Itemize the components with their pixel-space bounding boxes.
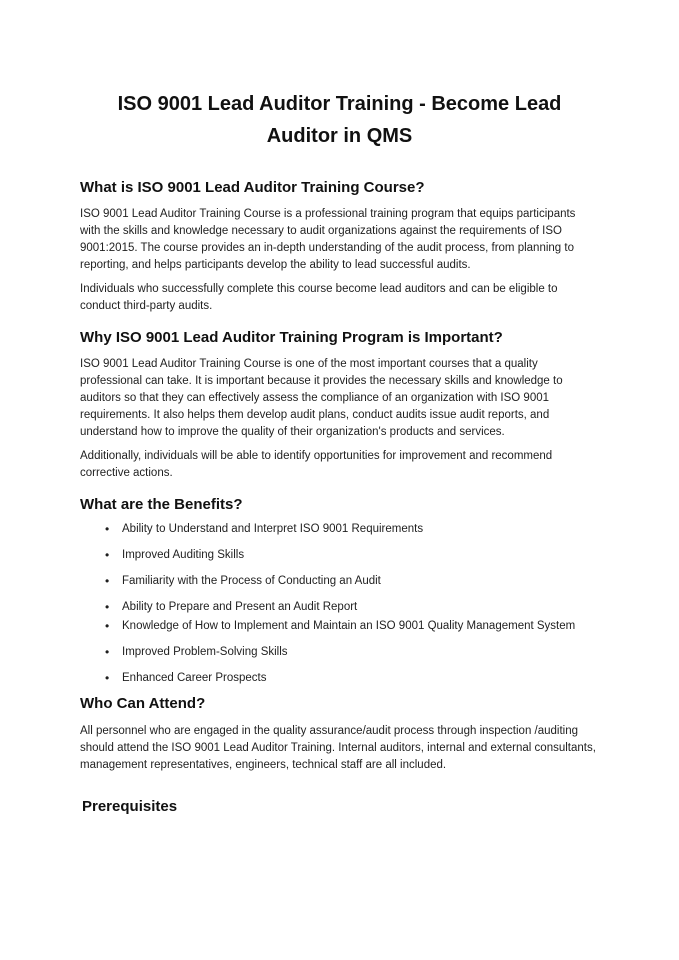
document-title	[80, 88, 599, 152]
benefit-text: Improved Auditing Skills	[122, 549, 245, 561]
list-item	[105, 547, 599, 564]
bullet-icon: •	[105, 645, 110, 659]
bullet-icon: •	[105, 671, 110, 685]
list-item	[105, 573, 599, 590]
section-heading-why: Why ISO 9001 Lead Auditor Training Program is Important?	[80, 329, 503, 346]
section-heading-who: Who Can Attend?	[80, 695, 206, 712]
benefits-list	[80, 521, 599, 687]
benefit-text: Enhanced Career Prospects	[122, 672, 267, 684]
benefit-text: Ability to Understand and Interpret ISO 9001 Requirements	[122, 523, 424, 535]
benefit-text: Ability to Prepare and Present an Audit Report	[122, 601, 358, 613]
list-item	[105, 644, 599, 661]
bullet-icon: •	[105, 619, 110, 633]
benefit-text: Knowledge of How to Implement and Maintain an ISO 9001 Quality Management System	[122, 620, 576, 632]
document-title-line-1: ISO 9001 Lead Auditor Training - Become Lead	[117, 93, 562, 115]
bullet-icon: •	[105, 548, 110, 562]
benefit-text: Familiarity with the Process of Conducting an Audit	[122, 575, 381, 587]
list-item	[105, 670, 599, 687]
section-heading-prerequisites: Prerequisites	[82, 798, 178, 815]
why-paragraph-1: ISO 9001 Lead Auditor Training Course is one of the most important courses that a quality professional can take. It is important because it provides the necessary skills and knowledge to auditors so that they can effectively assess the compliance of an organization with ISO 9001 requirements. It also helps them develop audit plans, conduct audits issue audit reports, and understand how to improve the quality of their organization's products and services.	[80, 358, 563, 438]
benefit-text: Improved Problem-Solving Skills	[122, 646, 288, 658]
section-heading-what: What is ISO 9001 Lead Auditor Training Course?	[80, 179, 425, 196]
what-paragraph-1: ISO 9001 Lead Auditor Training Course is a professional training program that equips participants with the skills and knowledge necessary to audit organizations against the requirements of ISO 9001:2015. The course provides an in-depth understanding of the audit process, from planning to reporting, and helps participants develop the ability to lead successful audits.	[80, 208, 576, 271]
section-heading-benefits: What are the Benefits?	[80, 496, 243, 513]
list-item	[105, 618, 599, 635]
bullet-icon: •	[105, 574, 110, 588]
document-title-line-2: Auditor in QMS	[266, 125, 413, 147]
bullet-icon: •	[105, 522, 110, 536]
what-paragraph-2: Individuals who successfully complete this course become lead auditors and can be eligible to conduct third-party audits.	[80, 283, 558, 312]
bullet-icon: •	[105, 600, 110, 614]
list-item	[105, 599, 599, 616]
why-paragraph-2: Additionally, individuals will be able to identify opportunities for improvement and recommend corrective actions.	[80, 450, 553, 479]
list-item	[105, 521, 599, 538]
who-paragraph: All personnel who are engaged in the quality assurance/audit process through inspection /auditing should attend the ISO 9001 Lead Auditor Training. Internal auditors, internal and external consultants, management representatives, engineers, technical staff are all included.	[80, 725, 596, 771]
